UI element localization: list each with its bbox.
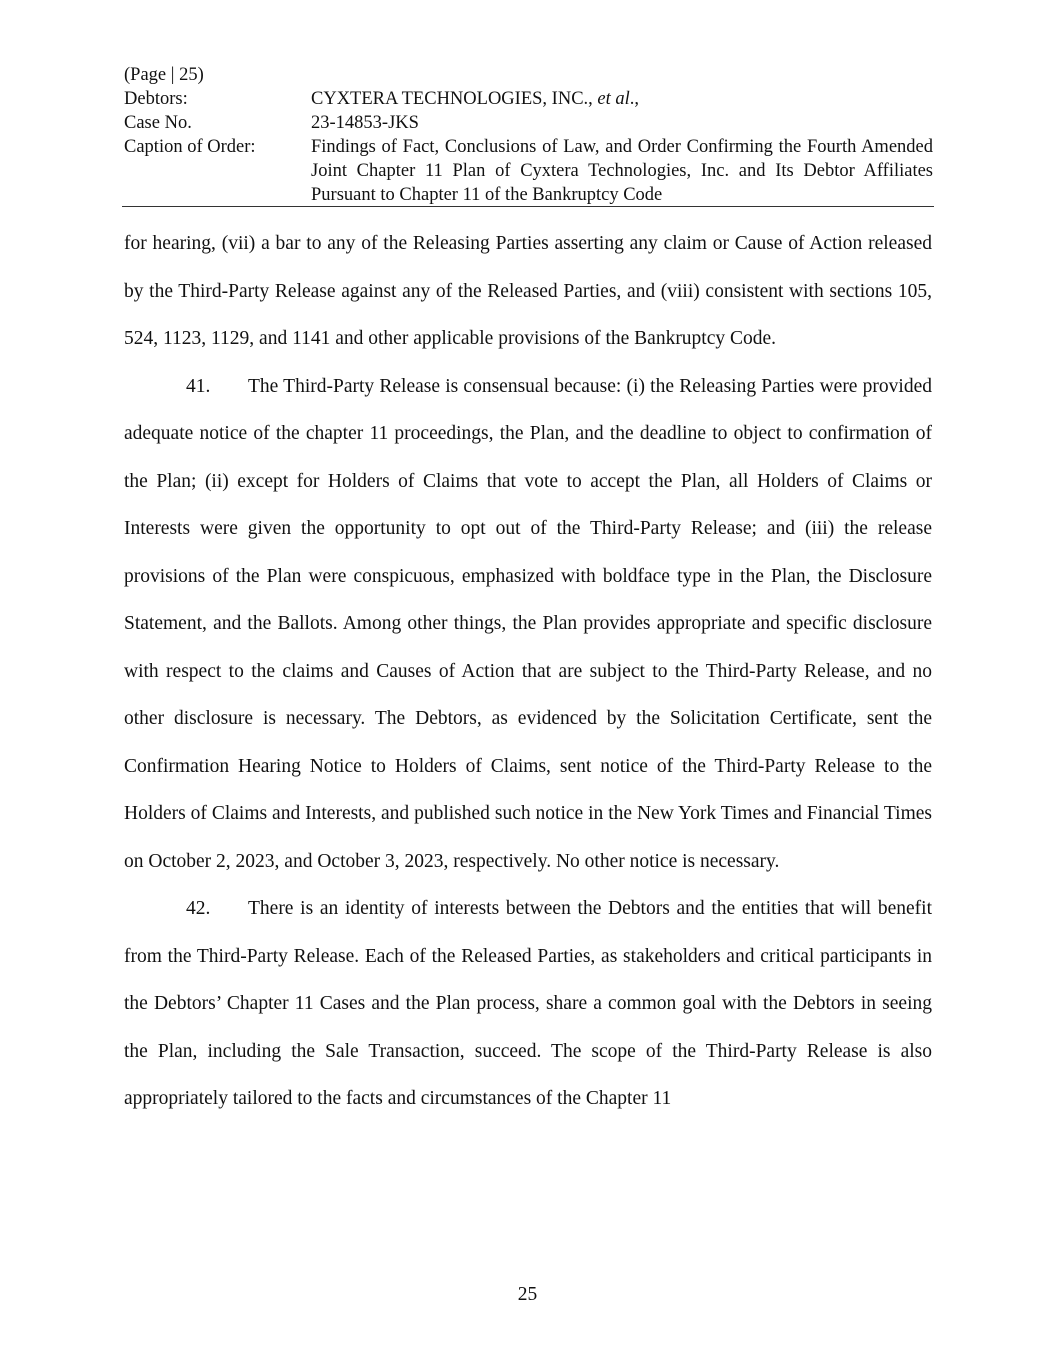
page-number-footer: 25 [517,1284,538,1305]
paragraph-42 [124,885,932,1123]
page-label: (Page | 25) [124,65,204,85]
case-row [124,111,933,135]
case-label: Case No. [124,113,192,133]
debtors-value-italic: et al [597,89,630,109]
body-text [124,220,932,1123]
debtors-value-tail: ., [629,89,640,109]
debtors-row [124,87,933,111]
caption-value: Findings of Fact, Conclusions of Law, and Order Confirming the Fourth Amended Joint Chapter 11 Plan of Cyxtera Technologies, Inc. and Its Debtor Affiliates Pursuant to Chapter 11 of the Bankruptcy Code [311,137,933,205]
paragraph-number: 41. [186,375,211,397]
caption-label: Caption of Order: [124,137,256,157]
debtors-value-main: CYXTERA TECHNOLOGIES, INC., [311,89,598,109]
continuation-paragraph: for hearing, (vii) a bar to any of the Releasing Parties asserting any claim or Cause of Action released by the Third-Party Release against any of the Released Parties, and (viii) consistent with sections 105, 524, 1123, 1129, and 1141 and other applicable provisions of the Bankruptcy Code. [124,233,932,349]
page-header [124,63,933,207]
case-value: 23-14853-JKS [311,113,419,133]
debtors-label: Debtors: [124,89,188,109]
paragraph-41 [124,363,932,886]
caption-row [124,135,933,207]
paragraph-number: 42. [186,898,211,919]
header-divider [122,206,934,207]
paragraph-text: The Third-Party Release is consensual because: (i) the Releasing Parties were provided adequate notice of the chapter 11 proceedings, the Plan, and the deadline to object to confirmation of the Plan; (ii) except for Holders of Claims that vote to accept the Plan, all Holders of Claims or Interests were given the opportunity to opt out of the Third-Party Release; and (iii) the release provisions of the Plan were conspicuous, emphasized with boldface type in the Plan, the Disclosure Statement, and the Ballots. Among other things, the Plan provides appropriate and specific disclosure with respect to the claims and Causes of Action that are subject to the Third-Party Release, and no other disclosure is necessary. The Debtors, as evidenced by the Solicitation Certificate, sent the Confirmation Hearing Notice to Holders of Claims, sent notice of the Third-Party Release to the Holders of Claims and Interests, and published such notice in the New York Times and Financial Times on October 2, 2023, and October 3, 2023, respectively. No other notice is necessary. [124,375,932,872]
debtors-value [311,87,933,111]
paragraph-text: There is an identity of interests between the Debtors and the entities that will benefit from the Third-Party Release. Each of the Released Parties, as stakeholders and critical participants in the Debtors’ Chapter 11 Cases and the Plan process, share a common goal with the Debtors in seeing the Plan, including the Sale Transaction, succeed. The scope of the Third-Party Release is also appropriately tailored to the facts and circumstances of the Chapter 11 [124,898,932,1109]
